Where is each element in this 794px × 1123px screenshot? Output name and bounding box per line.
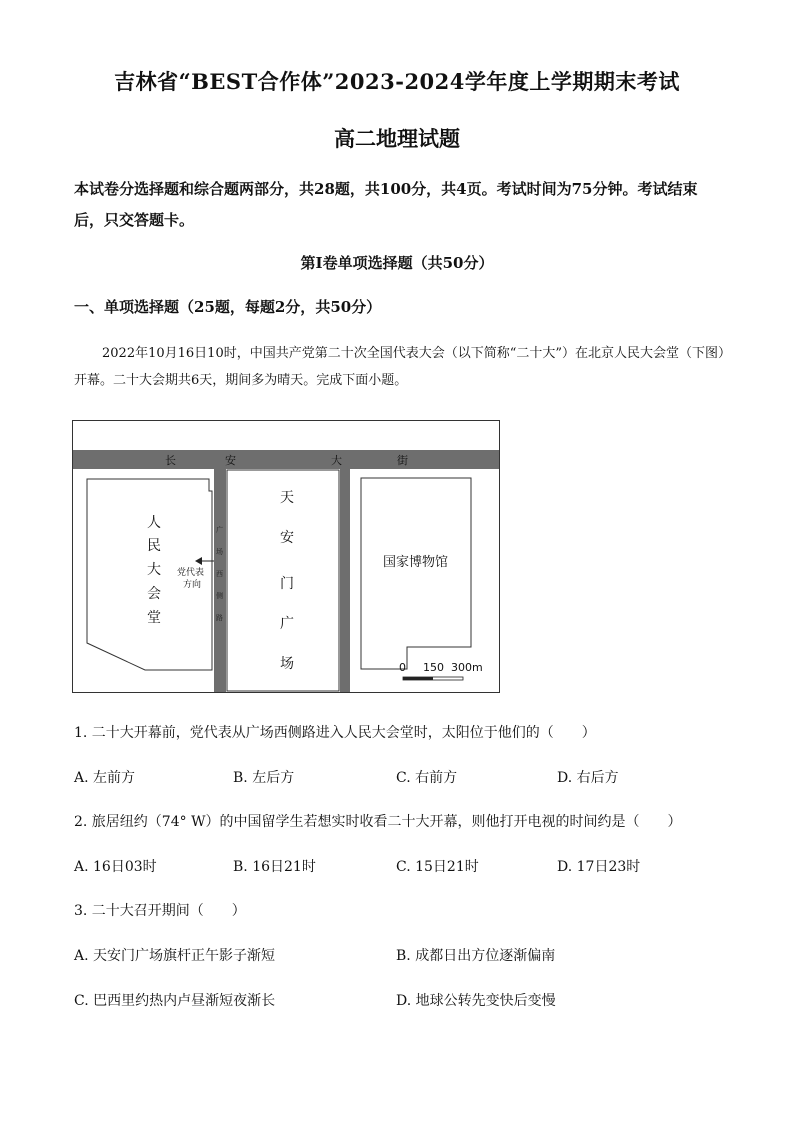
answer-option: D. 17日23时 (557, 859, 641, 875)
road-label-char: 大 (331, 454, 342, 467)
side-road-char: 侧 (216, 592, 223, 600)
square-char: 广 (280, 616, 294, 632)
answer-option: C. 右前方 (396, 770, 458, 786)
answer-option: C. 巴西里约热内卢昼渐短夜渐长 (74, 993, 276, 1009)
scale-bar-fill (403, 677, 433, 680)
scale-label: 300m (451, 661, 483, 674)
answer-option: B. 成都日出方位逐渐偏南 (396, 948, 556, 964)
answer-option: D. 右后方 (557, 770, 619, 786)
side-road-char: 场 (216, 548, 223, 556)
side-road-char: 广 (216, 526, 223, 534)
answer-option: B. 16日21时 (233, 859, 316, 875)
scale-label: 0 (399, 661, 406, 674)
museum-outline (361, 478, 471, 669)
road-label-char: 长 (165, 454, 176, 467)
answer-option: A. 左前方 (74, 770, 136, 786)
exam-subtitle: 高二地理试题 (334, 126, 460, 151)
great-hall-char: 民 (147, 538, 161, 554)
great-hall-char: 人 (147, 515, 161, 531)
square-west-road (214, 469, 226, 692)
square-char: 安 (280, 530, 294, 546)
side-road-char: 西 (216, 570, 223, 578)
road-label-char: 安 (225, 454, 236, 467)
answer-option: D. 地球公转先变快后变慢 (396, 993, 556, 1009)
museum-label: 国家博物馆 (383, 555, 449, 570)
question-stem: 1. 二十大开幕前，党代表从广场西侧路进入人民大会堂时，太阳位于他们的（ ） (74, 725, 596, 741)
scale-label: 150 (423, 661, 444, 674)
part-title: 第Ⅰ卷单项选择题（共50分） (300, 254, 494, 272)
answer-option: B. 左后方 (233, 770, 295, 786)
great-hall-char: 会 (147, 586, 161, 602)
arrow-head-icon (195, 557, 202, 565)
answer-option: A. 天安门广场旗杆正午影子渐短 (74, 948, 276, 964)
square-char: 天 (280, 490, 294, 506)
material-text: 2022年10月16日10时，中国共产党第二十次全国代表大会（以下简称“二十大”）在北京人民大会堂（下图）开幕。二十大会期共6天，期间多为晴天。完成下面小题。 (74, 346, 725, 388)
road-label-char: 街 (397, 454, 408, 467)
square-east-road (340, 469, 350, 692)
side-road-char: 路 (216, 614, 223, 622)
question-stem: 2. 旅居纽约（74° W）的中国留学生若想实时收看二十大开幕，则他打开电视的时间约是（ ） (74, 814, 682, 830)
section-heading: 一、单项选择题（25题，每题2分，共50分） (74, 298, 382, 316)
tiananmen-map (72, 420, 500, 693)
square-char: 门 (280, 576, 294, 592)
great-hall-char: 大 (147, 562, 161, 578)
square-char: 场 (280, 656, 294, 672)
question-stem: 3. 二十大召开期间（ ） (74, 903, 246, 919)
great-hall-char: 堂 (147, 610, 161, 626)
exam-instructions: 本试卷分选择题和综合题两部分，共28题，共100分，共4页。考试时间为75分钟。考试结束后，只交答题卡。 (74, 180, 698, 229)
exam-title: 吉林省“BEST合作体”2023-2024学年度上学期期末考试 (114, 69, 680, 94)
arrow-label: 党代表 (177, 568, 205, 578)
arrow-label: 方向 (183, 580, 202, 590)
answer-option: C. 15日21时 (396, 859, 479, 875)
answer-option: A. 16日03时 (74, 859, 157, 875)
